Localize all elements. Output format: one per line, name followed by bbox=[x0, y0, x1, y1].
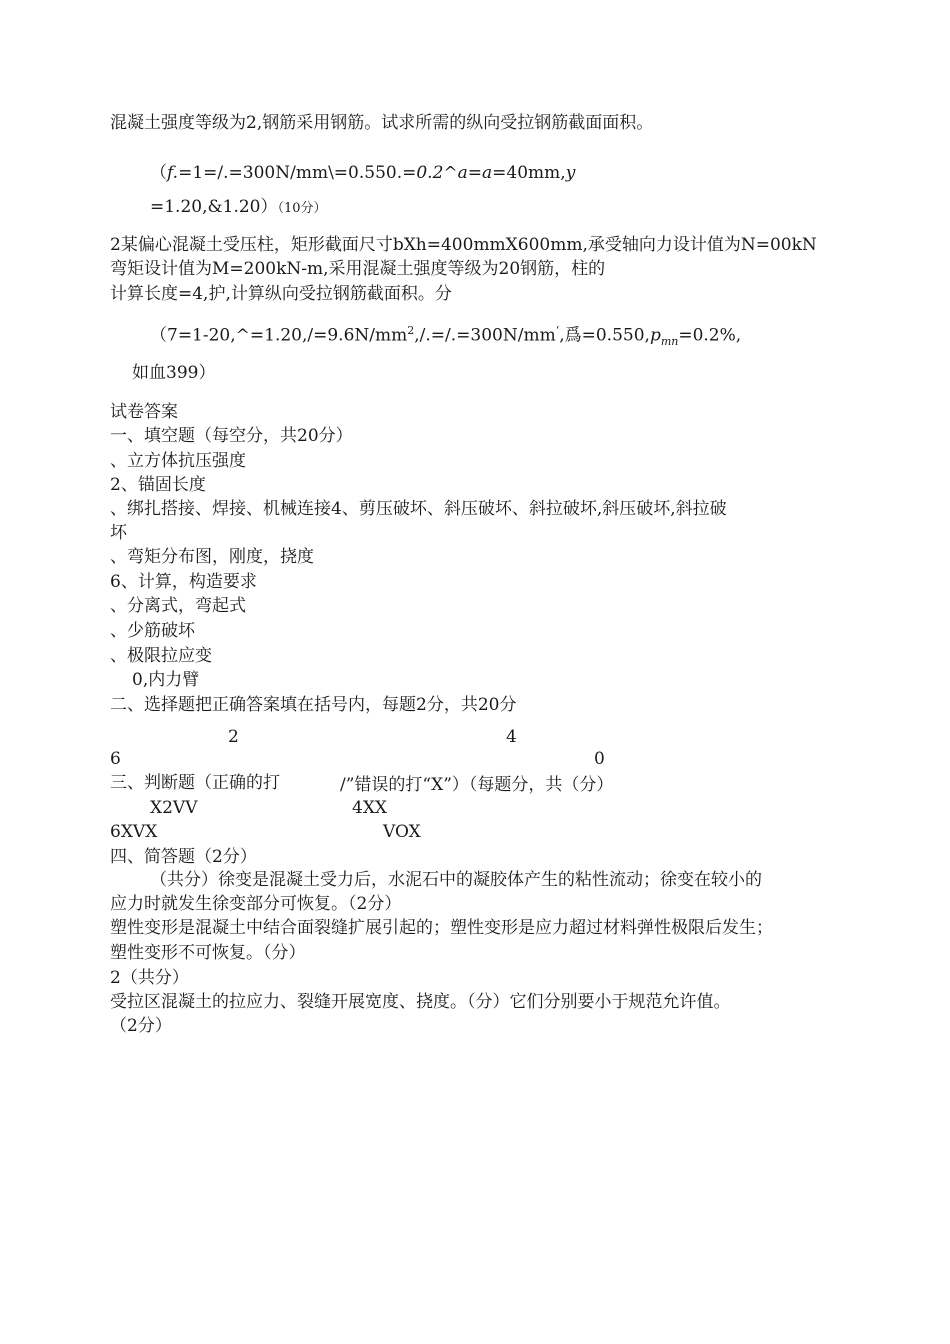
problem-text: 计算长度=4,护,计算纵向受拉钢筋截面积。分 bbox=[110, 284, 452, 304]
answer-line: （共分）徐变是混凝土受力后，水泥石中的凝胶体产生的粘性流动；徐变在较小的 bbox=[150, 870, 762, 890]
section-heading: 二、选择题把正确答案填在括号内，每题2分，共20分 bbox=[110, 695, 517, 715]
formula-part: 0.2^a=a bbox=[416, 163, 493, 183]
problem-text: 弯矩设计值为M=200kN-m,采用混凝土强度等级为20钢筋，柱的 bbox=[110, 259, 606, 279]
score-label: （10分） bbox=[277, 201, 327, 216]
formula-part: p bbox=[649, 325, 661, 346]
answer-line: 塑性变形是混凝土中结合面裂缝扩展引起的；塑性变形是应力超过材料弹性极限后发生； bbox=[110, 918, 773, 938]
formula-part: 2 bbox=[407, 324, 415, 337]
answer-line: VOX bbox=[383, 822, 421, 842]
formula-part: y bbox=[565, 163, 576, 183]
formula-part: =0.2%, bbox=[678, 325, 742, 346]
formula-line bbox=[150, 196, 327, 220]
answer-line: 受拉区混凝土的拉应力、裂缝开展宽度、挠度。（分）它们分别要小于规范允许值。 bbox=[110, 992, 731, 1012]
answer-number: 2 bbox=[228, 727, 239, 747]
answer-line: 2、锚固长度 bbox=[110, 475, 206, 495]
answer-line: 、极限拉应变 bbox=[110, 646, 212, 666]
answer-number: 4 bbox=[506, 727, 517, 747]
formula-line bbox=[150, 162, 575, 184]
answer-number: 6 bbox=[110, 749, 121, 769]
section-heading: 一、填空题（每空分，共20分） bbox=[110, 426, 353, 446]
formula-part: （7=1-20,^=1.20,/=9.6N/mm bbox=[150, 325, 408, 346]
answer-line: （2分） bbox=[110, 1016, 172, 1036]
formula-part: ‘ bbox=[555, 324, 560, 337]
formula-part: =1=/.=300N/mm\=0.550.= bbox=[178, 163, 417, 183]
answer-line: 塑性变形不可恢复。（分） bbox=[110, 943, 306, 963]
problem-text: 2某偏心混凝土受压柱，矩形截面尺寸bXh=400mmX600mm,承受轴向力设计值为N=00kN bbox=[110, 235, 817, 255]
section-heading: 三、判断题（正确的打 bbox=[110, 773, 280, 793]
answer-title: 试卷答案 bbox=[110, 402, 178, 422]
answer-line: 、弯矩分布图，刚度，挠度 bbox=[110, 547, 314, 567]
answer-line: 4XX bbox=[352, 798, 388, 818]
problem-text: 混凝土强度等级为2,钢筋采用钢筋。试求所需的纵向受拉钢筋截面面积。 bbox=[110, 113, 654, 133]
formula-part: ,爲=0.550, bbox=[559, 325, 650, 346]
formula-part: （ bbox=[150, 163, 167, 183]
answer-number: 0 bbox=[594, 749, 605, 769]
formula-part: ,/.=/.=300N/mm bbox=[414, 325, 556, 346]
formula-part: f. bbox=[167, 163, 179, 183]
answer-line: 0,内力臂 bbox=[132, 670, 200, 690]
formula-part: mn bbox=[660, 335, 679, 349]
answer-line: 6XVX bbox=[110, 822, 158, 842]
answer-line: 应力时就发生徐变部分可恢复。（2分） bbox=[110, 894, 402, 914]
formula-part: =40mm, bbox=[492, 163, 566, 183]
formula-line: 如血399） bbox=[132, 363, 216, 383]
answer-line: 、绑扎搭接、焊接、机械连接4、剪压破坏、斜压破坏、斜拉破坏,斜压破坏,斜拉破 bbox=[110, 499, 727, 519]
formula-part: =1.20,&1.20） bbox=[150, 197, 278, 217]
section-heading: /”错误的打“X”）（每题分，共（分） bbox=[340, 775, 614, 795]
answer-line: 、立方体抗压强度 bbox=[110, 451, 246, 471]
answer-line: 2（共分） bbox=[110, 968, 189, 988]
answer-line: 坏 bbox=[110, 523, 127, 543]
answer-line: X2VV bbox=[150, 798, 198, 818]
answer-line: 、分离式，弯起式 bbox=[110, 596, 246, 616]
formula-line bbox=[150, 320, 741, 353]
answer-line: 、少筋破坏 bbox=[110, 621, 195, 641]
section-heading: 四、简答题（2分） bbox=[110, 847, 257, 867]
answer-line: 6、计算，构造要求 bbox=[110, 572, 257, 592]
